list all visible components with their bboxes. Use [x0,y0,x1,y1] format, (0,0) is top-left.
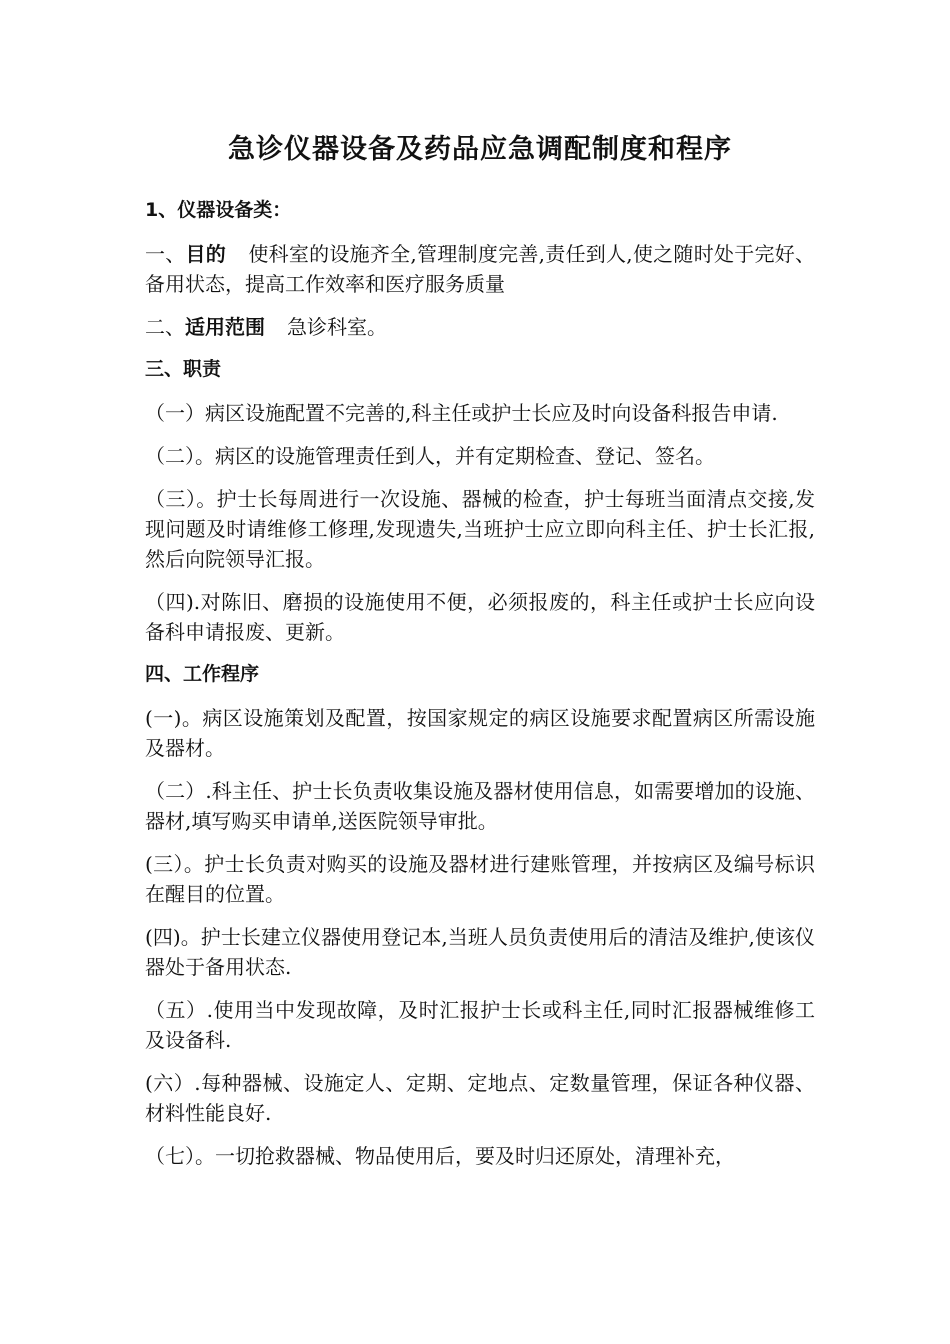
procedure-item: (三）。护士长负责对购买的设施及器材进行建账管理，并按病区及编号标识在醒目的位置。 [145,852,815,906]
document-title: 急诊仪器设备及药品应急调配制度和程序 [228,134,732,165]
procedure-item: （二）.科主任、护士长负责收集设施及器材使用信息，如需要增加的设施、器材,填写购买申请单,送医院领导审批。 [145,779,815,833]
purpose-paragraph [145,239,815,299]
section-heading-equipment: 1、仪器设备类： [145,199,292,221]
procedure-item: (四)。护士长建立仪器使用登记本,当班人员负责使用后的清洁及维护,使该仪器处于备用状态. [145,925,815,979]
purpose-label: 目的 [185,242,227,266]
scope-paragraph [145,312,815,342]
procedure-item: (六）.每种器械、设施定人、定期、定地点、定数量管理，保证各种仪器、材料性能良好. [145,1071,815,1125]
document-page [145,130,815,1184]
duty-item: （四).对陈旧、磨损的设施使用不便，必须报废的，科主任或护士长应向设备科申请报废、更新。 [145,590,815,644]
duty-item: （三）。护士长每周进行一次设施、器械的检查，护士每班当面清点交接,发现问题及时请维修工修理,发现遗失,当班护士应立即向科主任、护士长汇报,然后向院领导汇报。 [145,487,815,571]
procedure-item: (一)。病区设施策划及配置，按国家规定的病区设施要求配置病区所需设施及器材。 [145,706,815,760]
procedure-item: （七）。一切抢救器械、物品使用后，要及时归还原处，清理补充， [145,1144,735,1168]
procedure-item: （五）.使用当中发现故障，及时汇报护士长或科主任,同时汇报器械维修工及设备科. [145,998,815,1052]
purpose-text: 使科室的设施齐全,管理制度完善,责任到人,使之随时处于完好、备用状态，提高工作效率和医疗服务质量 [145,242,816,296]
procedure-heading: 四、工作程序 [145,663,260,685]
purpose-prefix: 一、 [145,242,186,266]
duties-heading: 三、职责 [145,358,222,380]
duty-item: （一）病区设施配置不完善的,科主任或护士长应及时向设备科报告申请. [145,401,778,425]
scope-text: 急诊科室。 [287,315,387,339]
scope-prefix: 二、 [145,315,185,339]
scope-label: 适用范围 [185,315,265,339]
duty-item: （二）。病区的设施管理责任到人，并有定期检查、登记、签名。 [145,444,715,468]
